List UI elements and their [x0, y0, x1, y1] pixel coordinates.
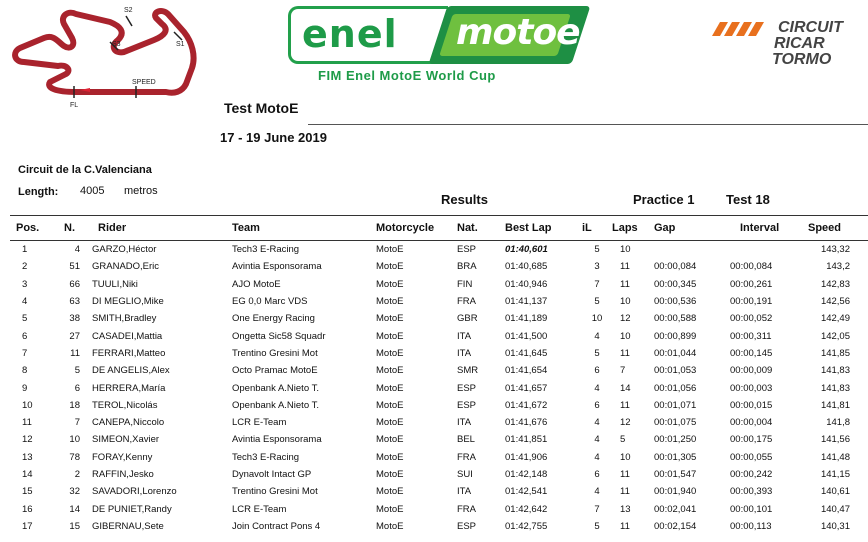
col-header-best-lap: Best Lap	[505, 216, 582, 241]
cell-interval: 00:00,084	[730, 261, 773, 273]
event-dates: 17 - 19 June 2019	[220, 130, 327, 145]
cell-team: Trentino Gresini Mot	[232, 486, 318, 498]
track-label-s1: S1	[176, 41, 185, 48]
cell-interval: 00:00,055	[730, 451, 773, 463]
table-row	[10, 414, 868, 431]
cell-gap: 00:00,588	[654, 313, 697, 325]
cell-il: 4	[594, 417, 600, 429]
cell-laps: 10	[620, 244, 631, 256]
cell-team: Ongetta Sic58 Squadr	[232, 330, 326, 342]
cell-laps: 11	[620, 278, 630, 290]
col-header-speed: Speed	[800, 216, 868, 241]
cell-best-lap: 01:40,601	[505, 244, 548, 256]
cell-interval: 00:00,113	[730, 520, 772, 532]
cell-rider: RAFFIN,Jesko	[92, 469, 154, 480]
col-header-gap: Gap	[654, 216, 730, 241]
cell-number: 51	[69, 261, 80, 273]
table-row	[10, 483, 868, 500]
cell-speed: 141,83	[820, 365, 850, 377]
cell-speed: 143,2	[826, 261, 850, 273]
cell-team: One Energy Racing	[232, 313, 315, 325]
cell-team: Octo Pramac MotoE	[232, 365, 318, 377]
table-row	[10, 345, 868, 362]
cell-gap: 00:02,154	[654, 520, 697, 532]
cell-rider: CANEPA,Niccolo	[92, 417, 165, 429]
cell-best-lap: 01:42,755	[505, 520, 548, 532]
cell-pos: 2	[22, 261, 28, 273]
cell-nat: BEL	[457, 434, 475, 446]
cell-best-lap: 01:41,189	[505, 313, 548, 325]
cell-gap: 00:01,940	[654, 486, 697, 498]
cell-gap: 00:00,899	[654, 330, 697, 342]
cell-interval: 00:00,003	[730, 382, 773, 394]
cell-pos: 10	[22, 399, 33, 411]
cell-nat: ITA	[457, 417, 472, 429]
logo-motoe-text: motoe	[456, 12, 580, 53]
cell-team: Openbank A.Nieto T.	[232, 382, 319, 394]
cell-gap: 00:01,071	[654, 399, 697, 411]
cell-laps: 5	[620, 434, 626, 446]
cell-interval: 00:00,145	[730, 347, 773, 359]
cell-speed: 140,47	[820, 503, 850, 515]
length-value: 4005	[80, 185, 105, 197]
cell-gap: 00:01,053	[654, 365, 697, 377]
cell-pos: 1	[22, 244, 28, 256]
cell-il: 6	[594, 365, 600, 377]
cell-interval: 00:00,242	[730, 469, 773, 480]
cell-motorcycle: MotoE	[376, 244, 404, 256]
cell-team: Openbank A.Nieto T.	[232, 399, 319, 411]
cell-motorcycle: MotoE	[376, 382, 404, 394]
cell-rider: CASADEI,Mattia	[92, 330, 163, 342]
cell-pos: 15	[22, 486, 33, 498]
cell-motorcycle: MotoE	[376, 278, 404, 290]
cell-interval: 00:00,052	[730, 313, 773, 325]
results-table	[10, 215, 868, 535]
cell-best-lap: 01:42,541	[505, 486, 548, 498]
cell-rider: SAVADORI,Lorenzo	[92, 486, 177, 498]
cell-best-lap: 01:41,654	[505, 365, 548, 377]
cell-team: Tech3 E-Racing	[232, 244, 300, 256]
col-header-nat: Nat.	[457, 216, 505, 241]
table-header	[10, 216, 868, 241]
cell-motorcycle: MotoE	[376, 399, 404, 411]
cell-rider: FERRARI,Matteo	[92, 347, 166, 359]
cell-motorcycle: MotoE	[376, 261, 404, 273]
circuit-name: Circuit de la C.Valenciana	[18, 164, 152, 176]
cell-pos: 11	[22, 417, 32, 429]
cell-team: LCR E-Team	[232, 503, 287, 515]
cell-il: 6	[594, 399, 600, 411]
cell-il: 4	[594, 330, 600, 342]
cell-interval: 00:00,261	[730, 278, 773, 290]
cell-motorcycle: MotoE	[376, 296, 404, 308]
cell-nat: ITA	[457, 330, 472, 342]
cell-gap: 00:01,056	[654, 382, 697, 394]
cell-rider: DI MEGLIO,Mike	[92, 296, 164, 308]
circuit-logo-line2: RICAR	[774, 35, 825, 52]
table-row	[10, 431, 868, 448]
cell-speed: 141,81	[820, 399, 850, 411]
cell-laps: 12	[620, 417, 631, 429]
marker-s2	[126, 16, 132, 26]
col-header-team: Team	[232, 216, 376, 241]
cell-rider: FORAY,Kenny	[92, 451, 153, 463]
cell-motorcycle: MotoE	[376, 313, 404, 325]
cell-team: Tech3 E-Racing	[232, 451, 300, 463]
cell-nat: ESP	[457, 399, 477, 411]
cell-gap: 00:02,041	[654, 503, 697, 515]
test-label: Test 18	[726, 192, 770, 207]
cell-motorcycle: MotoE	[376, 451, 404, 463]
cell-laps: 12	[620, 313, 631, 325]
cell-il: 10	[591, 313, 603, 325]
cell-motorcycle: MotoE	[376, 434, 404, 446]
cell-pos: 9	[22, 382, 28, 394]
track-label-fl: FL	[70, 102, 79, 109]
cell-il: 5	[594, 520, 600, 532]
track-label-s3: S3	[112, 41, 121, 48]
table-row	[10, 379, 868, 396]
cell-pos: 7	[22, 347, 28, 359]
table-row	[10, 518, 868, 535]
cell-number: 32	[69, 486, 80, 498]
track-label-speed: SPEED	[132, 79, 156, 86]
cell-team: LCR E-Team	[232, 417, 287, 429]
table-row	[10, 241, 868, 259]
cell-best-lap: 01:41,657	[505, 382, 548, 394]
col-header-il: iL	[582, 216, 612, 241]
cell-gap: 00:01,305	[654, 451, 697, 463]
cell-interval: 00:00,004	[730, 417, 773, 429]
cell-nat: ITA	[457, 347, 472, 359]
cell-il: 5	[594, 347, 600, 359]
cell-laps: 11	[620, 261, 630, 273]
col-header-motorcycle: Motorcycle	[376, 216, 457, 241]
track-label-s2: S2	[124, 7, 133, 14]
table-body	[10, 241, 868, 536]
cell-gap: 00:00,536	[654, 296, 697, 308]
cell-rider: DE PUNIET,Randy	[92, 503, 172, 515]
cell-nat: SMR	[457, 365, 479, 377]
cell-rider: DE ANGELIS,Alex	[92, 365, 170, 377]
cell-motorcycle: MotoE	[376, 347, 404, 359]
cell-team: Trentino Gresini Mot	[232, 347, 318, 359]
cell-gap: 00:01,250	[654, 434, 697, 446]
cell-nat: FRA	[457, 296, 476, 308]
cell-speed: 140,31	[820, 520, 850, 532]
cell-nat: ITA	[457, 486, 472, 498]
col-header-rider: Rider	[92, 216, 232, 241]
cell-laps: 14	[620, 382, 631, 394]
cell-motorcycle: MotoE	[376, 365, 404, 377]
cell-nat: ESP	[457, 382, 477, 394]
cell-pos: 16	[22, 503, 33, 515]
cell-number: 7	[74, 417, 80, 429]
table-row	[10, 449, 868, 466]
cell-il: 7	[594, 503, 600, 515]
table-row	[10, 310, 868, 327]
cell-laps: 11	[620, 469, 630, 480]
cell-rider: TUULI,Niki	[92, 278, 138, 290]
cell-number: 5	[74, 365, 80, 377]
cell-interval: 00:00,191	[730, 296, 773, 308]
cell-laps: 11	[620, 520, 630, 532]
table-row	[10, 327, 868, 344]
cell-speed: 142,05	[820, 330, 850, 342]
cell-interval: 00:00,015	[730, 399, 773, 411]
cell-interval: 00:00,101	[730, 503, 773, 515]
cell-number: 27	[69, 330, 80, 342]
cell-nat: FRA	[457, 451, 476, 463]
cell-laps: 10	[620, 330, 631, 342]
cell-best-lap: 01:40,946	[505, 278, 548, 290]
cell-interval: 00:00,009	[730, 365, 773, 377]
cell-laps: 11	[620, 347, 630, 359]
cell-best-lap: 01:41,500	[505, 330, 548, 342]
cell-nat: SUI	[457, 469, 473, 480]
track-outline	[15, 11, 194, 93]
cell-gap: 00:00,084	[654, 261, 697, 273]
cell-interval: 00:00,175	[730, 434, 773, 446]
table-row	[10, 466, 868, 483]
cell-number: 4	[74, 244, 80, 256]
cell-rider: HERRERA,María	[92, 382, 166, 394]
cell-speed: 141,8	[826, 417, 850, 429]
cell-laps: 7	[620, 365, 626, 377]
cell-il: 5	[594, 244, 600, 256]
logo-subtitle: FIM Enel MotoE World Cup	[318, 68, 496, 83]
cell-best-lap: 01:41,906	[505, 451, 548, 463]
col-header-interval: Interval	[730, 216, 800, 241]
table-row	[10, 276, 868, 293]
cell-rider: SIMEON,Xavier	[92, 434, 160, 446]
cell-motorcycle: MotoE	[376, 469, 404, 480]
results-label: Results	[441, 192, 488, 207]
logo-enel-text: enel	[302, 12, 398, 56]
cell-speed: 143,32	[820, 244, 850, 256]
cell-motorcycle: MotoE	[376, 503, 404, 515]
cell-gap	[654, 241, 730, 259]
circuit-logo-line1: CIRCUIT	[778, 19, 843, 36]
cell-il: 5	[594, 296, 600, 308]
cell-il: 3	[594, 261, 600, 273]
cell-rider: GARZO,Héctor	[92, 244, 157, 256]
cell-team: Join Contract Pons 4	[232, 520, 321, 532]
cell-pos: 4	[22, 296, 28, 308]
cell-pos: 13	[22, 451, 33, 463]
cell-speed: 142,49	[820, 313, 850, 325]
cell-il: 6	[594, 469, 600, 480]
cell-motorcycle: MotoE	[376, 330, 404, 342]
cell-number: 6	[74, 382, 80, 394]
cell-team: AJO MotoE	[232, 278, 281, 290]
cell-number: 11	[70, 347, 80, 359]
cell-number: 78	[69, 451, 80, 463]
cell-laps: 10	[620, 296, 631, 308]
col-header-laps: Laps	[612, 216, 654, 241]
cell-speed: 141,48	[820, 451, 850, 463]
cell-laps: 10	[620, 451, 631, 463]
enel-motoe-logo	[288, 6, 581, 64]
cell-nat: ESP	[457, 244, 477, 256]
cell-rider: GIBERNAU,Sete	[92, 520, 164, 532]
table-row	[10, 293, 868, 310]
cell-pos: 14	[22, 469, 33, 480]
cell-speed: 141,15	[820, 469, 850, 480]
cell-number: 18	[69, 399, 80, 411]
cell-il: 4	[594, 451, 600, 463]
cell-pos: 6	[22, 330, 28, 342]
col-header-number: N.	[54, 216, 92, 241]
cell-team: Dynavolt Intact GP	[232, 469, 312, 480]
cell-best-lap: 01:42,642	[505, 503, 548, 515]
table-row	[10, 397, 868, 414]
cell-number: 15	[69, 520, 80, 532]
table-row	[10, 362, 868, 379]
cell-nat: BRA	[457, 261, 477, 273]
cell-best-lap: 01:41,645	[505, 347, 548, 359]
cell-rider: SMITH,Bradley	[92, 313, 157, 325]
cell-speed: 142,83	[820, 278, 850, 290]
cell-laps: 13	[620, 503, 631, 515]
session-label: Practice 1	[633, 192, 695, 207]
cell-best-lap: 01:41,851	[505, 434, 548, 446]
cell-nat: GBR	[457, 313, 478, 325]
cell-speed: 140,61	[820, 486, 850, 498]
cell-speed: 141,56	[820, 434, 850, 446]
cell-best-lap: 01:41,137	[505, 296, 548, 308]
cell-best-lap: 01:40,685	[505, 261, 548, 273]
cell-nat: ESP	[457, 520, 477, 532]
cell-laps: 11	[620, 399, 630, 411]
cell-speed: 141,85	[820, 347, 850, 359]
table-row	[10, 258, 868, 275]
event-title: Test MotoE	[224, 100, 299, 116]
cell-interval: 00:00,311	[730, 330, 772, 342]
cell-number: 63	[69, 296, 80, 308]
cell-rider: TEROL,Nicolás	[92, 399, 158, 411]
marker-s1	[174, 32, 182, 40]
cell-number: 14	[69, 503, 80, 515]
length-unit: metros	[124, 185, 158, 197]
cell-team: EG 0,0 Marc VDS	[232, 296, 308, 308]
cell-il: 4	[594, 434, 600, 446]
cell-il: 7	[594, 278, 600, 290]
circuit-logo	[710, 18, 868, 68]
cell-motorcycle: MotoE	[376, 417, 404, 429]
cell-team: Avintia Esponsorama	[232, 261, 322, 273]
cell-speed: 142,56	[820, 296, 850, 308]
cell-nat: FIN	[457, 278, 473, 290]
cell-motorcycle: MotoE	[376, 520, 404, 532]
cell-gap: 00:01,044	[654, 347, 697, 359]
title-divider	[308, 124, 868, 125]
cell-pos: 3	[22, 278, 28, 290]
cell-gap: 00:00,345	[654, 278, 697, 290]
cell-nat: FRA	[457, 503, 476, 515]
cell-best-lap: 01:42,148	[505, 469, 548, 480]
cell-gap: 00:01,547	[654, 469, 697, 480]
cell-number: 10	[69, 434, 80, 446]
cell-motorcycle: MotoE	[376, 486, 404, 498]
cell-interval	[730, 241, 800, 259]
cell-il: 4	[594, 486, 600, 498]
cell-rider: GRANADO,Eric	[92, 261, 160, 273]
circuit-logo-line3: TORMO	[772, 51, 832, 68]
cell-pos: 12	[22, 434, 33, 446]
cell-best-lap: 01:41,676	[505, 417, 548, 429]
cell-laps: 11	[620, 486, 630, 498]
cell-number: 2	[74, 469, 80, 480]
cell-gap: 00:01,075	[654, 417, 697, 429]
table-row	[10, 500, 868, 517]
cell-best-lap: 01:41,672	[505, 399, 548, 411]
cell-number: 38	[69, 313, 80, 325]
circuit-logo-stripes-icon	[710, 20, 768, 60]
cell-pos: 5	[22, 313, 28, 325]
length-label: Length:	[18, 186, 59, 198]
col-header-pos: Pos.	[10, 216, 54, 241]
cell-team: Avintia Esponsorama	[232, 434, 322, 446]
cell-number: 66	[69, 278, 80, 290]
cell-il: 4	[594, 382, 600, 394]
track-map	[6, 2, 206, 110]
cell-speed: 141,83	[820, 382, 850, 394]
cell-pos: 17	[22, 520, 33, 532]
cell-pos: 8	[22, 365, 28, 377]
cell-interval: 00:00,393	[730, 486, 773, 498]
